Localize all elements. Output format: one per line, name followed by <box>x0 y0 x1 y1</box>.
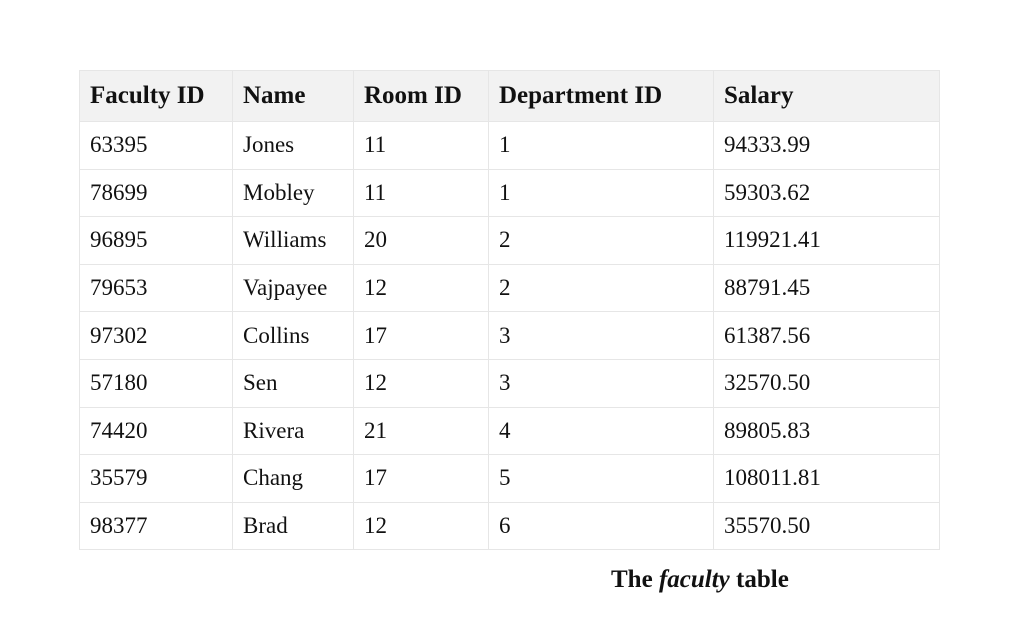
cell-room-id: 11 <box>354 122 489 170</box>
table-caption <box>611 566 789 594</box>
cell-faculty-id: 97302 <box>80 312 233 360</box>
cell-faculty-id: 74420 <box>80 407 233 455</box>
cell-room-id: 12 <box>354 502 489 550</box>
table-row <box>80 122 940 170</box>
faculty-table <box>79 70 940 550</box>
table-header-row <box>80 71 940 122</box>
cell-faculty-id: 98377 <box>80 502 233 550</box>
cell-department-id: 4 <box>489 407 714 455</box>
table-row <box>80 312 940 360</box>
table-row <box>80 217 940 265</box>
cell-salary: 35570.50 <box>714 502 940 550</box>
cell-name: Mobley <box>233 169 354 217</box>
cell-salary: 94333.99 <box>714 122 940 170</box>
cell-salary: 32570.50 <box>714 359 940 407</box>
cell-department-id: 1 <box>489 122 714 170</box>
cell-room-id: 20 <box>354 217 489 265</box>
table-row <box>80 407 940 455</box>
cell-name: Brad <box>233 502 354 550</box>
header-faculty-id: Faculty ID <box>80 71 233 122</box>
caption-prefix: The <box>611 566 653 593</box>
table-row <box>80 264 940 312</box>
table-row <box>80 359 940 407</box>
cell-salary: 88791.45 <box>714 264 940 312</box>
cell-salary: 119921.41 <box>714 217 940 265</box>
header-room-id: Room ID <box>354 71 489 122</box>
header-name: Name <box>233 71 354 122</box>
table-row <box>80 502 940 550</box>
cell-faculty-id: 57180 <box>80 359 233 407</box>
cell-name: Sen <box>233 359 354 407</box>
cell-salary: 59303.62 <box>714 169 940 217</box>
cell-room-id: 12 <box>354 359 489 407</box>
cell-name: Chang <box>233 455 354 503</box>
cell-room-id: 11 <box>354 169 489 217</box>
cell-name: Williams <box>233 217 354 265</box>
cell-department-id: 6 <box>489 502 714 550</box>
cell-faculty-id: 35579 <box>80 455 233 503</box>
cell-department-id: 3 <box>489 359 714 407</box>
cell-salary: 89805.83 <box>714 407 940 455</box>
caption-emphasis: faculty <box>658 566 730 593</box>
table-row <box>80 455 940 503</box>
cell-room-id: 21 <box>354 407 489 455</box>
cell-salary: 108011.81 <box>714 455 940 503</box>
caption-suffix: table <box>736 566 789 593</box>
cell-room-id: 17 <box>354 312 489 360</box>
header-department-id: Department ID <box>489 71 714 122</box>
cell-department-id: 5 <box>489 455 714 503</box>
cell-department-id: 1 <box>489 169 714 217</box>
cell-department-id: 3 <box>489 312 714 360</box>
cell-department-id: 2 <box>489 217 714 265</box>
cell-faculty-id: 96895 <box>80 217 233 265</box>
cell-faculty-id: 78699 <box>80 169 233 217</box>
cell-name: Rivera <box>233 407 354 455</box>
cell-room-id: 17 <box>354 455 489 503</box>
header-salary: Salary <box>714 71 940 122</box>
cell-name: Vajpayee <box>233 264 354 312</box>
table-row <box>80 169 940 217</box>
cell-faculty-id: 63395 <box>80 122 233 170</box>
cell-name: Jones <box>233 122 354 170</box>
cell-department-id: 2 <box>489 264 714 312</box>
cell-salary: 61387.56 <box>714 312 940 360</box>
cell-room-id: 12 <box>354 264 489 312</box>
cell-name: Collins <box>233 312 354 360</box>
cell-faculty-id: 79653 <box>80 264 233 312</box>
